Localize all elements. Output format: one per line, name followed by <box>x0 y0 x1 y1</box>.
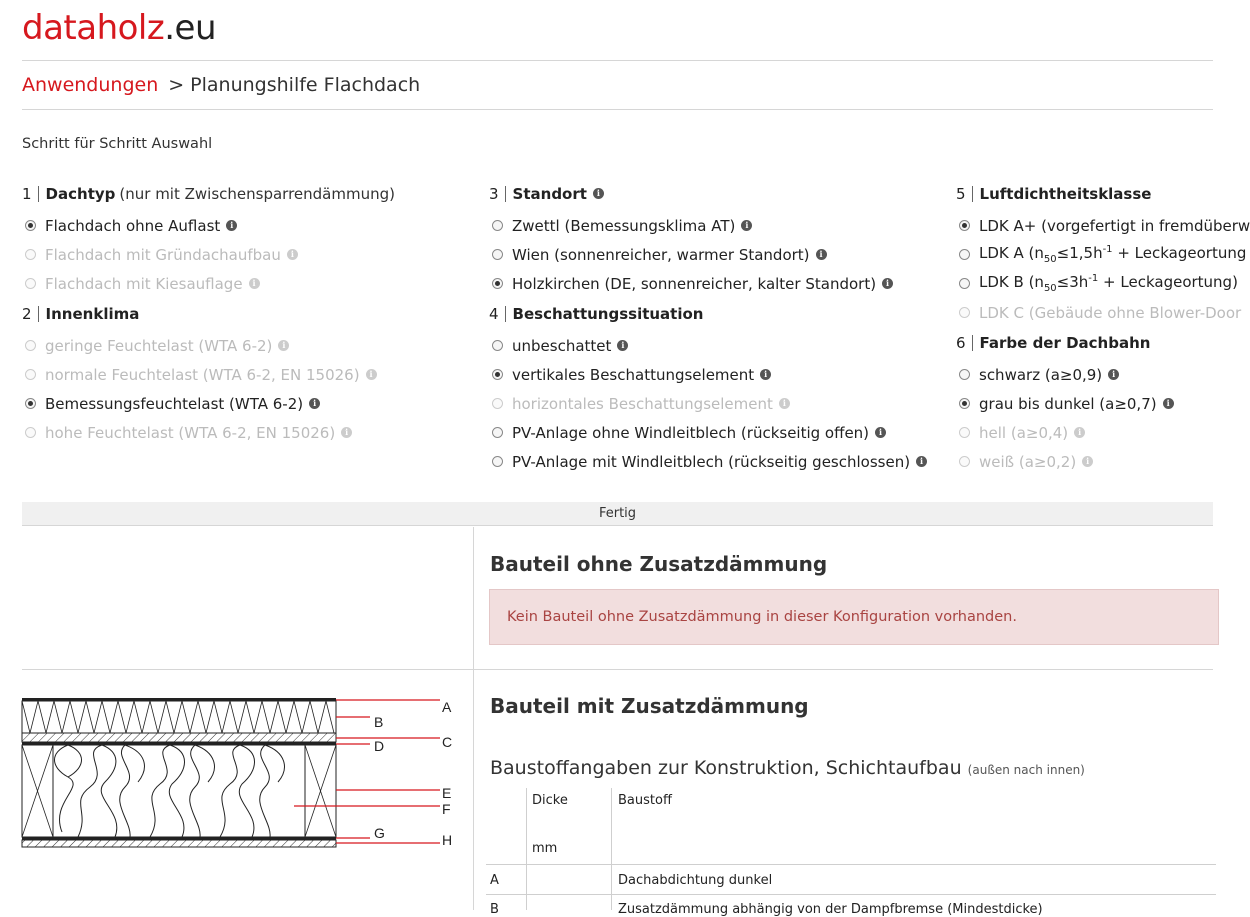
layer-bottom-board <box>22 840 336 847</box>
info-icon[interactable]: i <box>779 398 790 409</box>
option-label: weiß (a≥0,2) <box>979 452 1077 471</box>
radio-button-icon[interactable] <box>492 369 503 380</box>
option-label: LDK B ($n_{50}\le 3h^{-1}$ + Leckageortung) <box>979 273 1238 294</box>
layer-board <box>22 733 336 742</box>
section-title-ohne-zusatzdaemmung: Bauteil ohne Zusatzdämmung <box>490 552 828 576</box>
option-flachdach-ohne-auflast[interactable] <box>22 211 482 240</box>
radio-button-icon <box>25 278 36 289</box>
option-pv-mit-windleitblech[interactable] <box>489 447 949 476</box>
row-id: A <box>490 873 499 888</box>
group-luftdichtheit-heading <box>956 182 1213 205</box>
table-divider <box>486 894 1216 895</box>
option-label: LDK C (Gebäude ohne Blower-Door <box>979 303 1242 322</box>
label-f: F <box>442 801 451 817</box>
brand-name: dataholz <box>22 8 165 48</box>
group-title: Standort <box>512 184 587 203</box>
group-dachtyp-heading <box>22 182 482 205</box>
group-beschattung-heading <box>489 302 949 325</box>
row-id: B <box>490 902 499 917</box>
radio-button-icon[interactable] <box>492 249 503 260</box>
option-label: vertikales Beschattungselement <box>512 365 755 384</box>
option-unbeschattet[interactable] <box>489 331 949 360</box>
group-number: 3 <box>489 186 506 202</box>
option-label: schwarz (a≥0,9) <box>979 365 1103 384</box>
header-dicke: Dicke <box>532 793 568 808</box>
option-label: hell (a≥0,4) <box>979 423 1069 442</box>
radio-button-icon[interactable] <box>959 278 970 289</box>
info-icon[interactable]: i <box>309 398 320 409</box>
breadcrumb-current: Planungshilfe Flachdach <box>190 74 421 96</box>
fertig-bar[interactable]: Fertig <box>22 502 1213 526</box>
group-farbe-heading <box>956 331 1213 354</box>
info-icon[interactable]: i <box>593 188 604 199</box>
option-vertikales-beschattungselement[interactable] <box>489 360 949 389</box>
option-label: Zwettl (Bemessungsklima AT) <box>512 216 736 235</box>
group-number: 2 <box>22 306 39 322</box>
info-icon[interactable]: i <box>278 340 289 351</box>
info-icon[interactable]: i <box>341 427 352 438</box>
group-number: 6 <box>956 335 973 351</box>
group-standort-heading <box>489 182 949 205</box>
label-e: E <box>442 785 452 801</box>
header-unit: mm <box>532 841 558 856</box>
radio-button-icon[interactable] <box>25 220 36 231</box>
group-innenklima-heading <box>22 302 482 325</box>
section-divider-vertical <box>473 670 474 910</box>
option-ldk-a-plus[interactable] <box>956 211 1250 240</box>
radio-button-icon[interactable] <box>492 278 503 289</box>
radio-button-icon[interactable] <box>959 249 970 260</box>
brand-tld: .eu <box>164 8 217 48</box>
label-h: H <box>442 832 453 848</box>
material-heading-text: Baustoffangaben zur Konstruktion, Schichtaufbau <box>490 757 962 779</box>
table-column-divider <box>611 788 612 910</box>
option-wien[interactable] <box>489 240 949 269</box>
info-icon[interactable]: i <box>617 340 628 351</box>
section-title-mit-zusatzdaemmung: Bauteil mit Zusatzdämmung <box>490 694 809 718</box>
header-divider <box>22 60 1213 61</box>
group-title: Farbe der Dachbahn <box>979 333 1151 352</box>
column-3 <box>956 182 1250 476</box>
group-title: Dachtyp <box>45 184 116 203</box>
option-zwettl[interactable] <box>489 211 949 240</box>
radio-button-icon <box>25 427 36 438</box>
column-1 <box>22 182 482 447</box>
label-b: B <box>374 714 384 730</box>
layer-rafter-zone <box>22 745 336 837</box>
material-heading <box>490 757 1085 779</box>
group-number: 5 <box>956 186 973 202</box>
radio-button-icon[interactable] <box>492 456 503 467</box>
info-icon[interactable]: i <box>1082 456 1093 467</box>
mineral-wool-symbol <box>55 745 285 837</box>
info-icon[interactable]: i <box>1108 369 1119 380</box>
info-icon[interactable]: i <box>875 427 886 438</box>
group-number: 4 <box>489 306 506 322</box>
section-divider-vertical <box>473 527 474 669</box>
option-label: Holzkirchen (DE, sonnenreicher, kalter Standort) <box>512 274 877 293</box>
option-label: LDK A ($n_{50}\le 1,5h^{-1}$ + Leckageortung <box>979 244 1247 265</box>
radio-button-icon <box>492 398 503 409</box>
label-a: A <box>442 699 452 715</box>
radio-button-icon <box>25 369 36 380</box>
option-grau-bis-dunkel[interactable] <box>956 389 1213 418</box>
insulation-zigzag <box>22 701 334 733</box>
intro-text: Schritt für Schritt Auswahl <box>22 136 213 152</box>
option-ldk-c <box>956 298 1242 327</box>
group-title: Innenklima <box>45 304 140 323</box>
row-material: Zusatzdämmung abhängig von der Dampfbremse (Mindestdicke) <box>618 902 1043 917</box>
option-label: Flachdach mit Kiesauflage <box>45 274 243 293</box>
radio-button-icon <box>25 249 36 260</box>
info-icon[interactable]: i <box>366 369 377 380</box>
option-label: Bemessungsfeuchtelast (WTA 6-2) <box>45 394 304 413</box>
group-subtitle: (nur mit Zwischensparrendämmung) <box>119 184 395 203</box>
option-bemessungsfeuchtelast[interactable] <box>22 389 482 418</box>
row-material: Dachabdichtung dunkel <box>618 873 773 888</box>
option-label: hohe Feuchtelast (WTA 6-2, EN 15026) <box>45 423 336 442</box>
option-label: PV-Anlage mit Windleitblech (rückseitig geschlossen) <box>512 452 911 471</box>
radio-button-icon <box>959 307 970 318</box>
breadcrumb-separator: > <box>168 74 185 96</box>
label-c: C <box>442 734 453 750</box>
info-icon[interactable]: i <box>1074 427 1085 438</box>
info-icon[interactable]: i <box>816 249 827 260</box>
radio-button-icon[interactable] <box>492 340 503 351</box>
radio-button-icon[interactable] <box>959 369 970 380</box>
option-schwarz[interactable] <box>956 360 1213 389</box>
group-title: Luftdichtheitsklasse <box>979 184 1152 203</box>
group-title: Beschattungssituation <box>512 304 704 323</box>
group-number: 1 <box>22 186 39 202</box>
radio-button-icon[interactable] <box>492 220 503 231</box>
table-column-divider <box>526 788 527 910</box>
option-label: grau bis dunkel (a≥0,7) <box>979 394 1157 413</box>
info-icon[interactable]: i <box>760 369 771 380</box>
option-hohe-feuchtelast <box>22 418 482 447</box>
info-icon[interactable]: i <box>226 220 237 231</box>
option-ldk-b[interactable] <box>956 269 1238 298</box>
option-label: unbeschattet <box>512 336 612 355</box>
roof-construction-drawing <box>20 692 470 862</box>
option-normale-feuchtelast <box>22 360 482 389</box>
brand-logo[interactable] <box>22 8 216 48</box>
option-flachdach-kies <box>22 269 482 298</box>
option-ldk-a[interactable] <box>956 240 1247 269</box>
info-icon[interactable]: i <box>249 278 260 289</box>
info-icon[interactable]: i <box>287 249 298 260</box>
radio-button-icon[interactable] <box>959 398 970 409</box>
option-label: LDK A+ (vorgefertigt in fremdüberw <box>979 216 1250 235</box>
breadcrumb-link-anwendungen[interactable]: Anwendungen <box>22 74 159 96</box>
radio-button-icon[interactable] <box>25 398 36 409</box>
option-label: horizontales Beschattungselement <box>512 394 773 413</box>
option-label: normale Feuchtelast (WTA 6-2, EN 15026) <box>45 365 360 384</box>
option-label: PV-Anlage ohne Windleitblech (rückseitig offen) <box>512 423 870 442</box>
option-geringe-feuchtelast <box>22 331 482 360</box>
breadcrumb-divider <box>22 109 1213 110</box>
section-divider <box>22 669 1213 670</box>
radio-button-icon <box>25 340 36 351</box>
header-baustoff: Baustoff <box>618 793 672 808</box>
option-label: geringe Feuchtelast (WTA 6-2) <box>45 336 273 355</box>
column-2 <box>489 182 949 476</box>
label-d: D <box>374 738 385 754</box>
option-horizontales-beschattungselement <box>489 389 949 418</box>
option-holzkirchen[interactable] <box>489 269 949 298</box>
info-icon[interactable]: i <box>882 278 893 289</box>
radio-button-icon <box>959 427 970 438</box>
label-g: G <box>374 825 385 841</box>
breadcrumb <box>22 74 420 96</box>
radio-button-icon[interactable] <box>959 220 970 231</box>
info-icon[interactable]: i <box>1163 398 1174 409</box>
info-icon[interactable]: i <box>741 220 752 231</box>
option-weiss <box>956 447 1213 476</box>
option-label: Flachdach mit Gründachaufbau <box>45 245 281 264</box>
radio-button-icon <box>959 456 970 467</box>
option-label: Flachdach ohne Auflast <box>45 216 221 235</box>
material-heading-note: (außen nach innen) <box>967 763 1085 777</box>
table-divider <box>486 864 1216 865</box>
option-pv-ohne-windleitblech[interactable] <box>489 418 949 447</box>
option-hell <box>956 418 1213 447</box>
alert-message: Kein Bauteil ohne Zusatzdämmung in dieser Konfiguration vorhanden. <box>489 589 1219 645</box>
leader-lines <box>294 700 440 843</box>
option-flachdach-gruendach <box>22 240 482 269</box>
radio-button-icon[interactable] <box>492 427 503 438</box>
info-icon[interactable]: i <box>916 456 927 467</box>
option-label: Wien (sonnenreicher, warmer Standort) <box>512 245 810 264</box>
